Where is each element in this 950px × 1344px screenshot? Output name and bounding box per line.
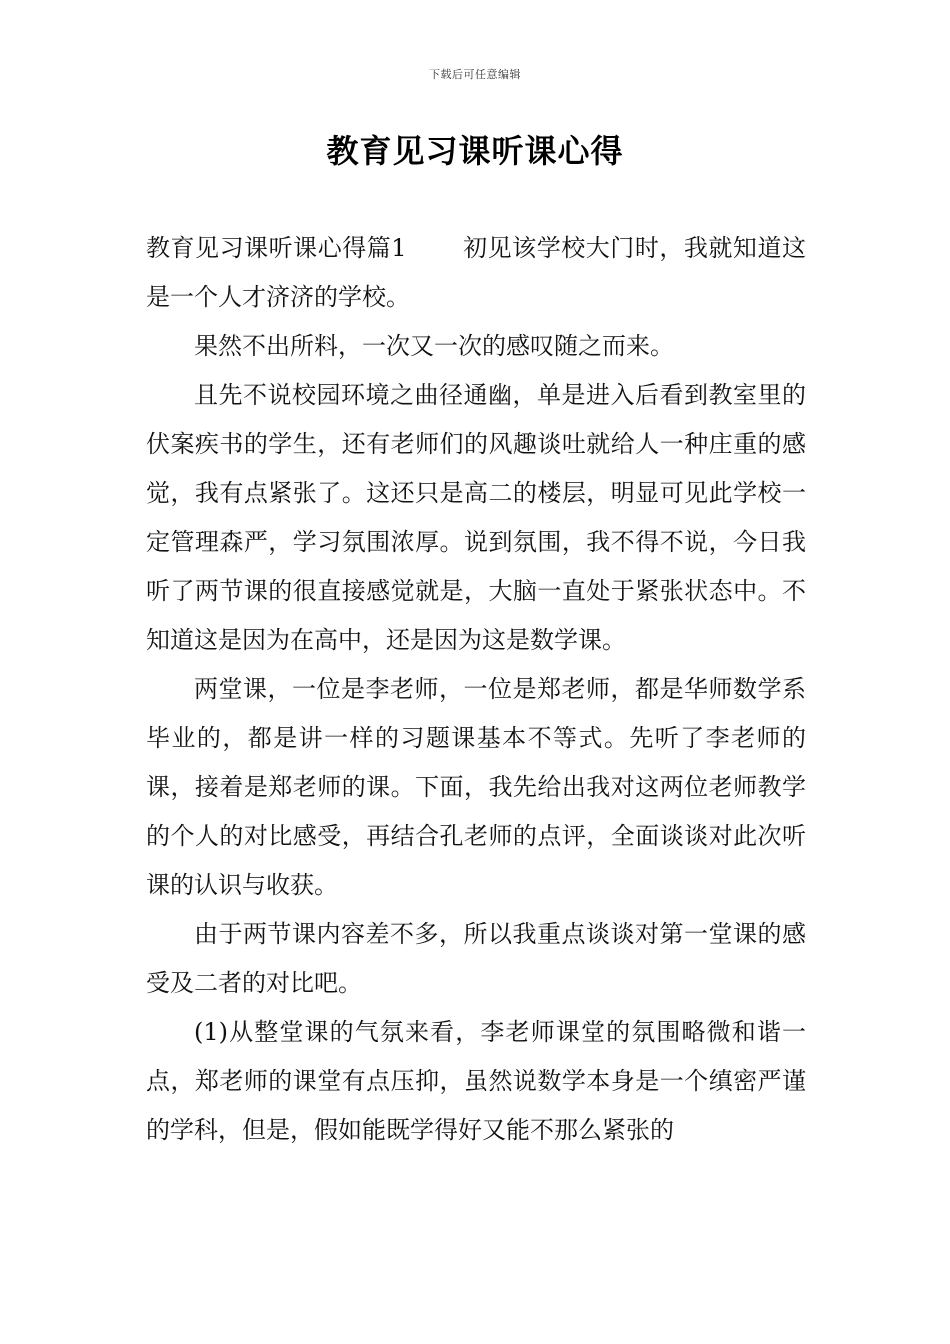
paragraph-6: (1)从整堂课的气氛来看，李老师课堂的氛围略微和谐一点，郑老师的课堂有点压抑，虽然说数学本身是一个缜密严谨的学科，但是，假如能既学得好又能不那么紧张的 xyxy=(146,1018,806,1144)
paragraph-2: 果然不出所料，一次又一次的感叹随之而来。 xyxy=(194,332,674,360)
paragraph-5: 由于两节课内容差不多，所以我重点谈谈对第一堂课的感受及二者的对比吧。 xyxy=(146,920,806,997)
paragraph-3: 且先不说校园环境之曲径通幽，单是进入后看到教室里的伏案疾书的学生，还有老师们的风趣谈吐就给人一种庄重的感觉，我有点紧张了。这还只是高二的楼层，明显可见此学校一定管理森严，学习氛围浓厚。说到氛围，我不得不说，今日我听了两节课的很直接感觉就是，大脑一直处于紧张状态中。不知道这是因为在高中，还是因为这是数学课。 xyxy=(146,381,806,654)
document-body xyxy=(146,224,806,1155)
paragraph-4: 两堂课，一位是李老师，一位是郑老师，都是华师数学系毕业的，都是讲一样的习题课基本不等式。先听了李老师的课，接着是郑老师的课。下面，我先给出我对这两位老师教学的个人的对比感受，再结合孔老师的点评，全面谈谈对此次听课的认识与收获。 xyxy=(146,675,806,899)
paragraph-1-text: 初见该学校大门时，我就知道这是一个人才济济的学校。 xyxy=(146,234,806,311)
document-title: 教育见习课听课心得 xyxy=(326,132,624,170)
header-note: 下载后可任意编辑 xyxy=(429,68,521,81)
paragraph-1 xyxy=(146,224,806,322)
section-heading: 教育见习课听课心得篇1 xyxy=(146,234,407,262)
